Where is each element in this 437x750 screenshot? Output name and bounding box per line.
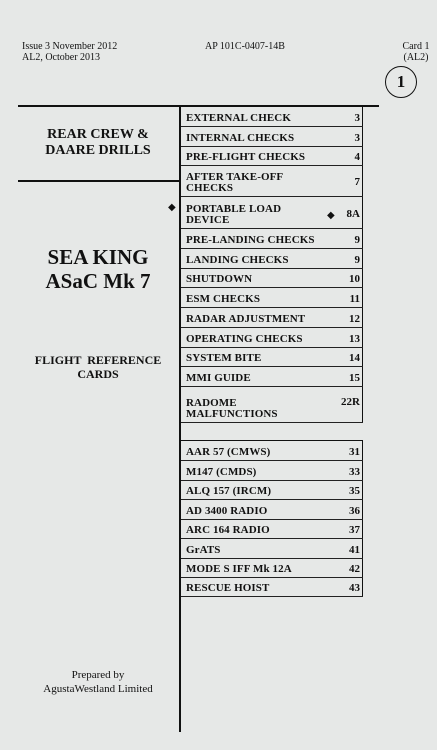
- index-item-label: [186, 172, 283, 194]
- index-item-label: MODE S IFF Mk 12A: [186, 563, 292, 575]
- index-item-arc164-radio[interactable]: [181, 520, 363, 539]
- section-title-line1: REAR CREW &: [47, 127, 149, 142]
- index-item-esm-checks[interactable]: [181, 288, 363, 308]
- index-item-label-line1: PORTABLE LOAD: [186, 203, 282, 215]
- aircraft-name: SEA KING: [47, 245, 149, 269]
- issue-info: [22, 41, 117, 63]
- index-item-page: 11: [349, 293, 360, 305]
- index-item-page: 42: [349, 563, 360, 575]
- issue-date: Issue 3 November 2012: [22, 41, 118, 52]
- index-item-pre-landing-checks[interactable]: [181, 229, 363, 249]
- prepared-by: [18, 668, 178, 696]
- index-item-page: 3: [354, 132, 360, 144]
- prepared-by-label: Prepared by: [71, 669, 125, 681]
- index-item-label: [186, 398, 278, 420]
- index-item-label: PRE-FLIGHT CHECKS: [186, 151, 306, 163]
- index-item-label: OPERATING CHECKS: [186, 333, 303, 345]
- index-item-mode-s-iff[interactable]: [181, 559, 363, 578]
- index-item-label-line2: CHECKS: [186, 182, 234, 194]
- cards-title: [18, 353, 178, 381]
- index-item-m147-cmds[interactable]: [181, 461, 363, 481]
- amendment-date: AL2, October 2013: [22, 52, 101, 63]
- index-item-label: SYSTEM BITE: [186, 352, 262, 364]
- index-item-label: [186, 204, 281, 226]
- cards-title-line2: CARDS: [77, 367, 119, 381]
- index-item-page: 9: [354, 254, 360, 266]
- left-section-rule: [18, 180, 180, 182]
- index-item-label: ARC 164 RADIO: [186, 524, 270, 536]
- index-item-page: 8A: [346, 208, 360, 220]
- section-title: [18, 127, 178, 159]
- index-item-system-bite[interactable]: [181, 348, 363, 367]
- index-item-portable-load-device[interactable]: [181, 197, 363, 229]
- index-item-page: 14: [349, 352, 360, 364]
- index-item-pre-flight-checks[interactable]: [181, 147, 363, 166]
- index-item-label: AD 3400 RADIO: [186, 505, 268, 517]
- index-item-label-line1: RADOME: [186, 397, 237, 409]
- index-item-label-line1: AFTER TAKE-OFF: [186, 171, 284, 183]
- index-item-internal-checks[interactable]: [181, 127, 363, 147]
- index-item-alq157-ircm[interactable]: [181, 481, 363, 500]
- index-item-rescue-hoist[interactable]: [181, 578, 363, 597]
- aircraft-variant: ASaC Mk 7: [45, 269, 151, 293]
- index-item-page: 36: [349, 505, 360, 517]
- index-item-label: SHUTDOWN: [186, 273, 253, 285]
- index-item-page: 41: [349, 544, 360, 556]
- index-item-page: 13: [349, 333, 360, 345]
- index-item-page: 33: [349, 466, 360, 478]
- amended-marker-left: ◆: [168, 202, 176, 213]
- index-item-label-line2: DEVICE: [186, 214, 230, 226]
- cards-title-line1: FLIGHT REFERENCE: [34, 353, 162, 367]
- index-item-external-check[interactable]: [181, 107, 363, 127]
- index-item-page: 22R: [341, 396, 360, 408]
- index-item-after-take-off-checks[interactable]: [181, 166, 363, 197]
- index-item-page: 43: [349, 582, 360, 594]
- index-item-page: 9: [354, 234, 360, 246]
- index-item-shutdown[interactable]: [181, 269, 363, 288]
- index-item-page: 15: [349, 372, 360, 384]
- index-item-label: GrATS: [186, 544, 221, 556]
- index-item-aar57-cmws[interactable]: [181, 441, 363, 461]
- index-item-radome-malfunctions[interactable]: [181, 387, 363, 423]
- prepared-by-company: AgustaWestland Limited: [43, 683, 153, 695]
- index-item-label: RESCUE HOIST: [186, 582, 270, 594]
- index-item-page: 4: [354, 151, 360, 163]
- index-item-label: RADAR ADJUSTMENT: [186, 313, 306, 325]
- index-item-page: 3: [354, 112, 360, 124]
- section-title-line2: DAARE DRILLS: [45, 143, 151, 158]
- index-item-grats[interactable]: [181, 539, 363, 559]
- index-item-page: 35: [349, 485, 360, 497]
- index-item-radar-adjustment[interactable]: [181, 308, 363, 328]
- index-item-label: AAR 57 (CMWS): [186, 446, 271, 458]
- index-item-label: EXTERNAL CHECK: [186, 112, 292, 124]
- aircraft-title: [18, 245, 178, 293]
- index-item-label: ALQ 157 (IRCM): [186, 485, 272, 497]
- index-item-ad3400-radio[interactable]: [181, 500, 363, 520]
- index-item-landing-checks[interactable]: [181, 249, 363, 269]
- index-item-page: 7: [354, 176, 360, 188]
- index-item-label: MMI GUIDE: [186, 372, 251, 384]
- index-item-label: M147 (CMDS): [186, 466, 257, 478]
- index-item-operating-checks[interactable]: [181, 328, 363, 348]
- card-number-badge: 1: [385, 66, 417, 98]
- index-item-label-line2: MALFUNCTIONS: [186, 408, 278, 420]
- card-amendment: (AL2): [403, 52, 429, 63]
- ap-reference: AP 101C-0407-14B: [205, 41, 285, 52]
- index-item-page: 10: [349, 273, 360, 285]
- index-item-mmi-guide[interactable]: [181, 367, 363, 387]
- index-item-label: PRE-LANDING CHECKS: [186, 234, 315, 246]
- index-item-label: LANDING CHECKS: [186, 254, 289, 266]
- index-item-page: 37: [349, 524, 360, 536]
- index-item-label: ESM CHECKS: [186, 293, 261, 305]
- index-item-page: 12: [349, 313, 360, 325]
- card-title: Card 1: [402, 41, 430, 52]
- amended-marker-right: ◆: [327, 210, 335, 221]
- index-item-label: INTERNAL CHECKS: [186, 132, 295, 144]
- card-label: [396, 41, 436, 63]
- index-item-page: 31: [349, 446, 360, 458]
